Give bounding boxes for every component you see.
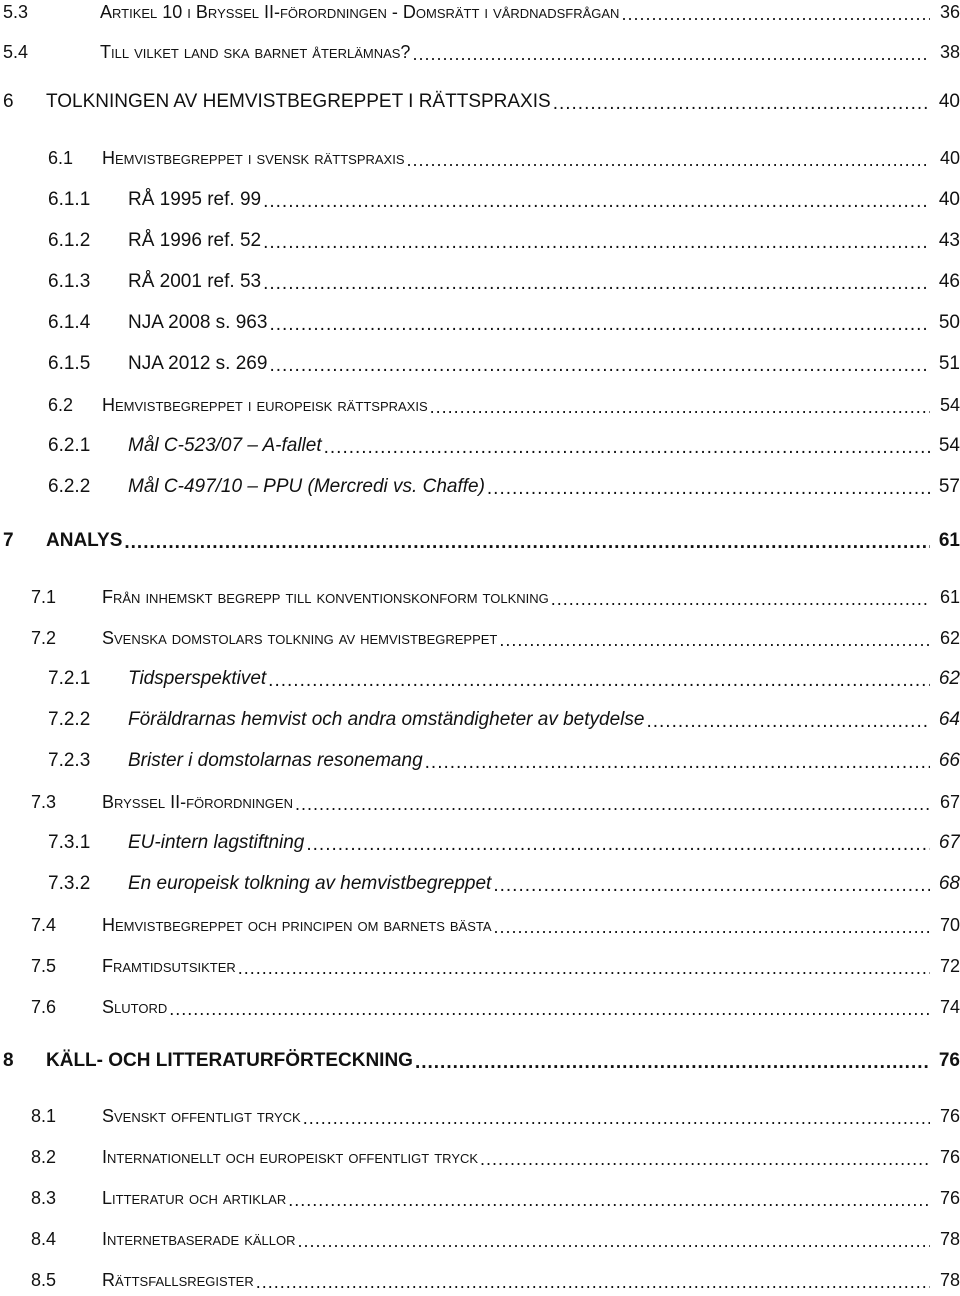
entry-number: 7.4 [31, 914, 57, 935]
dot-leader [415, 1052, 930, 1074]
entry-title: NJA 2008 s. 963 [128, 312, 268, 333]
toc-entry-6-1[interactable] [0, 142, 960, 174]
entry-title: Svenska domstolars tolkning av hemvistbegreppet [102, 627, 498, 648]
entry-page: 54 [939, 394, 960, 415]
entry-page: 76 [939, 1105, 960, 1126]
dot-leader [412, 44, 930, 65]
dot-leader [621, 4, 930, 25]
dot-leader [551, 589, 930, 610]
entry-title: NJA 2012 s. 269 [128, 353, 268, 374]
toc-entry-6-1-3[interactable] [0, 266, 960, 298]
dot-leader [238, 958, 930, 979]
entry-number: 6 [3, 91, 14, 112]
toc-entry-7-3-2[interactable] [0, 868, 960, 900]
entry-page: 61 [939, 586, 960, 607]
entry-title: Hemvistbegreppet i svensk rättspraxis [102, 147, 405, 168]
entry-page: 76 [939, 1146, 960, 1167]
dot-leader [268, 670, 930, 692]
dot-leader [499, 630, 930, 651]
dot-leader [263, 232, 930, 254]
entry-title: Brister i domstolarnas resonemang [128, 750, 423, 771]
entry-page: 72 [939, 955, 960, 976]
entry-number: 8.5 [31, 1269, 57, 1290]
entry-title: Bryssel II-förordningen [102, 791, 293, 812]
toc-entry-8-2[interactable] [0, 1141, 960, 1173]
dot-leader [169, 999, 930, 1020]
entry-number: 7.2.2 [48, 709, 91, 730]
entry-page: 78 [939, 1269, 960, 1290]
entry-number: 6.1.2 [48, 230, 91, 251]
entry-title: Tidsperspektivet [128, 668, 267, 689]
dot-leader [269, 314, 930, 336]
entry-number: 7.5 [31, 955, 57, 976]
toc-entry-7-4[interactable] [0, 909, 960, 941]
entry-page: 57 [938, 476, 960, 497]
entry-number: 7.6 [31, 996, 57, 1017]
entry-number: 7.1 [31, 586, 57, 607]
dot-leader [430, 397, 930, 418]
toc-entry-6-1-1[interactable] [0, 184, 960, 216]
entry-page: 67 [939, 791, 960, 812]
entry-number: 8.1 [31, 1105, 57, 1126]
entry-title: Rättsfallsregister [102, 1269, 254, 1290]
entry-page: 62 [938, 668, 960, 689]
toc-entry-6-2[interactable] [0, 389, 960, 421]
entry-title: Artikel 10 i Bryssel II-förordningen - Domsrätt i vårdnadsfrågan [100, 1, 620, 22]
entry-title: RÅ 2001 ref. 53 [128, 271, 262, 292]
toc-entry-7-6[interactable] [0, 991, 960, 1023]
dot-leader [295, 794, 930, 815]
dot-leader [124, 532, 930, 554]
dot-leader [407, 150, 930, 171]
entry-title: Från inhemskt begrepp till konventionskonform tolkning [102, 586, 549, 607]
dot-leader [480, 1149, 930, 1170]
toc-entry-7-2-3[interactable] [0, 745, 960, 777]
entry-title: Internetbaserade källor [102, 1228, 296, 1249]
toc-entry-7-5[interactable] [0, 950, 960, 982]
toc-entry-6-1-2[interactable] [0, 225, 960, 257]
entry-number: 8.3 [31, 1187, 57, 1208]
entry-page: 46 [938, 271, 960, 292]
entry-page: 78 [939, 1228, 960, 1249]
entry-title: RÅ 1996 ref. 52 [128, 230, 262, 251]
toc-entry-8-5[interactable] [0, 1264, 960, 1296]
entry-title: EU-intern lagstiftning [128, 832, 305, 853]
dot-leader [263, 273, 930, 295]
toc-entry-8-1[interactable] [0, 1100, 960, 1132]
toc-entry-6-1-5[interactable] [0, 348, 960, 380]
dot-leader [493, 875, 930, 897]
entry-page: 64 [938, 709, 960, 730]
dot-leader [263, 191, 930, 213]
entry-number: 5.3 [3, 1, 29, 22]
dot-leader [303, 1108, 930, 1129]
dot-leader [269, 355, 930, 377]
entry-title: Slutord [102, 996, 168, 1017]
entry-number: 7.2.3 [48, 750, 91, 771]
entry-number: 5.4 [3, 41, 29, 62]
toc-entry-6-1-4[interactable] [0, 307, 960, 339]
entry-title: Föräldrarnas hemvist och andra omständigheter av betydelse [128, 709, 645, 730]
entry-page: 76 [939, 1187, 960, 1208]
entry-title: RÅ 1995 ref. 99 [128, 189, 262, 210]
entry-number: 7 [3, 530, 14, 551]
toc-entry-7-3[interactable] [0, 786, 960, 818]
toc-entry-7-1[interactable] [0, 581, 960, 613]
entry-page: 74 [939, 996, 960, 1017]
entry-title: Framtidsutsikter [102, 955, 236, 976]
toc-entry-7-2[interactable] [0, 622, 960, 654]
toc-entry-7-2-1[interactable] [0, 663, 960, 695]
entry-page: 68 [938, 873, 960, 894]
toc-entry-8-3[interactable] [0, 1182, 960, 1214]
entry-page: 50 [938, 312, 960, 333]
entry-title: Till vilket land ska barnet återlämnas? [100, 41, 411, 62]
entry-number: 7.2.1 [48, 668, 91, 689]
entry-title: Hemvistbegreppet i europeisk rättspraxis [102, 394, 428, 415]
dot-leader [494, 917, 930, 938]
dot-leader [298, 1231, 931, 1252]
entry-page: 38 [939, 41, 960, 62]
toc-entry-6-2-2[interactable] [0, 471, 960, 503]
toc-entry-5-4[interactable] [0, 36, 960, 68]
toc-entry-8-4[interactable] [0, 1223, 960, 1255]
entry-number: 8.2 [31, 1146, 57, 1167]
entry-title: Litteratur och artiklar [102, 1187, 287, 1208]
entry-title: Svenskt offentligt tryck [102, 1105, 301, 1126]
toc-entry-5-3[interactable] [0, 0, 960, 28]
entry-number: 7.3 [31, 791, 57, 812]
toc-entry-7[interactable] [0, 525, 960, 557]
toc-entry-6[interactable] [0, 86, 960, 118]
dot-leader [425, 752, 930, 774]
entry-page: 51 [938, 353, 960, 374]
dot-leader [324, 437, 930, 459]
entry-title: TOLKNINGEN AV HEMVISTBEGREPPET I RÄTTSPRAXIS [46, 91, 551, 112]
entry-number: 8.4 [31, 1228, 57, 1249]
toc-entry-6-2-1[interactable] [0, 430, 960, 462]
toc-entry-7-3-1[interactable] [0, 827, 960, 859]
entry-title: En europeisk tolkning av hemvistbegreppet [128, 873, 492, 894]
entry-page: 76 [938, 1050, 960, 1071]
entry-page: 66 [938, 750, 960, 771]
toc-entry-7-2-2[interactable] [0, 704, 960, 736]
entry-page: 67 [938, 832, 960, 853]
dot-leader [646, 711, 930, 733]
dot-leader [306, 834, 930, 856]
entry-title: Internationellt och europeiskt offentligt tryck [102, 1146, 479, 1167]
entry-page: 62 [939, 627, 960, 648]
entry-title: Mål C-497/10 – PPU (Mercredi vs. Chaffe) [128, 476, 485, 497]
entry-title: ANALYS [46, 530, 123, 551]
entry-page: 61 [938, 530, 960, 551]
dot-leader [256, 1272, 930, 1293]
entry-number: 6.1.4 [48, 312, 91, 333]
entry-title: KÄLL- OCH LITTERATURFÖRTECKNING [46, 1050, 413, 1071]
entry-number: 6.2.1 [48, 435, 91, 456]
entry-page: 36 [939, 1, 960, 22]
entry-page: 40 [939, 147, 960, 168]
entry-page: 40 [938, 189, 960, 210]
entry-number: 7.3.1 [48, 832, 91, 853]
entry-page: 43 [938, 230, 960, 251]
entry-number: 7.2 [31, 627, 57, 648]
dot-leader [288, 1190, 930, 1211]
entry-number: 6.2.2 [48, 476, 91, 497]
entry-page: 54 [938, 435, 960, 456]
dot-leader [553, 93, 930, 115]
entry-page: 40 [938, 91, 960, 112]
entry-page: 70 [939, 914, 960, 935]
entry-number: 6.1 [48, 147, 74, 168]
toc-entry-8[interactable] [0, 1045, 960, 1077]
dot-leader [487, 478, 930, 500]
entry-number: 8 [3, 1050, 14, 1071]
entry-number: 7.3.2 [48, 873, 91, 894]
entry-number: 6.2 [48, 394, 74, 415]
entry-number: 6.1.1 [48, 189, 91, 210]
entry-title: Mål C-523/07 – A-fallet [128, 435, 322, 456]
entry-title: Hemvistbegreppet och principen om barnets bästa [102, 914, 492, 935]
entry-number: 6.1.5 [48, 353, 91, 374]
entry-number: 6.1.3 [48, 271, 91, 292]
